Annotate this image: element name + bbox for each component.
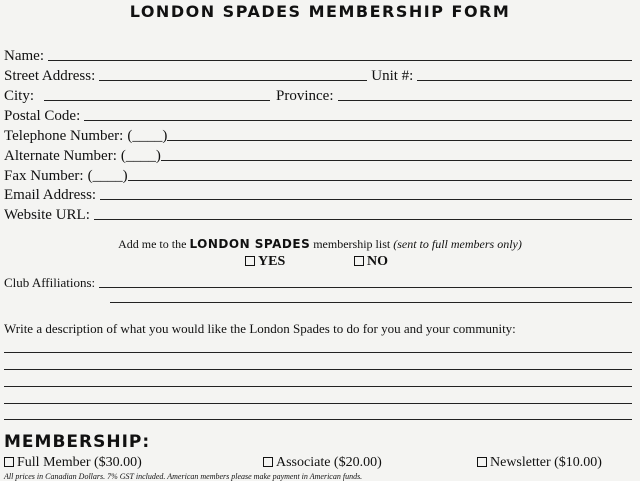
website-field[interactable] [94,219,632,220]
associate-checkbox[interactable] [263,457,273,467]
alternate-area-code[interactable]: (____) [120,148,161,164]
description-line-3[interactable] [4,386,632,387]
unit-field[interactable] [417,80,632,81]
alternate-row [4,144,632,164]
yes-label: YES [258,254,286,269]
form-title: LONDON SPADES MEMBERSHIP FORM [129,2,511,21]
description-line-4[interactable] [4,403,632,404]
website-row [4,203,632,223]
prompt-text-before: Add me to the [118,237,190,251]
membership-heading: MEMBERSHIP: [4,432,151,452]
name-label: Name: [4,48,44,64]
fax-row [4,164,632,184]
postal-label: Postal Code: [4,108,81,124]
postal-field[interactable] [84,120,632,121]
fax-field[interactable] [128,180,632,181]
fax-area-code[interactable]: (____) [87,168,128,184]
email-row [4,183,632,203]
price-footnote: All prices in Canadian Dollars. 7% GST included. American members please make payment in American funds. [4,472,363,481]
name-field[interactable] [48,60,632,61]
newsletter-checkbox[interactable] [477,457,487,467]
email-label: Email Address: [4,187,97,203]
affiliations-field[interactable] [99,287,632,288]
prompt-brand: LONDON SPADES [189,237,311,251]
city-label: City: [4,88,35,104]
newsletter-option[interactable] [477,455,602,471]
street-label: Street Address: [4,68,96,84]
affiliations-label: Club Affiliations: [4,275,96,290]
description-line-5[interactable] [4,419,632,420]
description-line-2[interactable] [4,369,632,370]
unit-label: Unit #: [371,68,414,84]
associate-label: Associate ($20.00) [276,455,382,470]
province-field[interactable] [338,100,632,101]
telephone-field[interactable] [167,140,632,141]
name-row [4,44,632,64]
no-option[interactable] [354,254,388,270]
yes-checkbox[interactable] [245,256,255,266]
newsletter-label: Newsletter ($10.00) [490,455,602,470]
prompt-text-after: membership list [310,237,394,251]
alternate-label: Alternate Number: [4,148,117,164]
alternate-field[interactable] [161,160,632,161]
membership-list-prompt [0,237,640,252]
city-row [4,84,632,104]
affiliations-row [4,271,632,291]
associate-option[interactable] [263,455,382,471]
description-line-1[interactable] [4,352,632,353]
email-field[interactable] [100,199,632,200]
telephone-row [4,124,632,144]
full-member-label: Full Member ($30.00) [17,455,142,470]
street-field[interactable] [99,80,367,81]
no-checkbox[interactable] [354,256,364,266]
full-member-option[interactable] [4,455,142,471]
telephone-label: Telephone Number: [4,128,124,144]
fax-label: Fax Number: [4,168,84,184]
street-row [4,64,632,84]
province-label: Province: [276,88,334,104]
no-label: NO [367,254,388,269]
yes-option[interactable] [245,254,285,270]
description-prompt: Write a description of what you would like the London Spades to do for you and your community: [4,321,516,336]
postal-row [4,104,632,124]
city-field[interactable] [44,100,270,101]
prompt-note: (sent to full members only) [393,237,522,251]
website-label: Website URL: [4,207,90,223]
affiliations-line-2[interactable] [110,302,632,303]
telephone-area-code[interactable]: (____) [127,128,168,144]
full-member-checkbox[interactable] [4,457,14,467]
